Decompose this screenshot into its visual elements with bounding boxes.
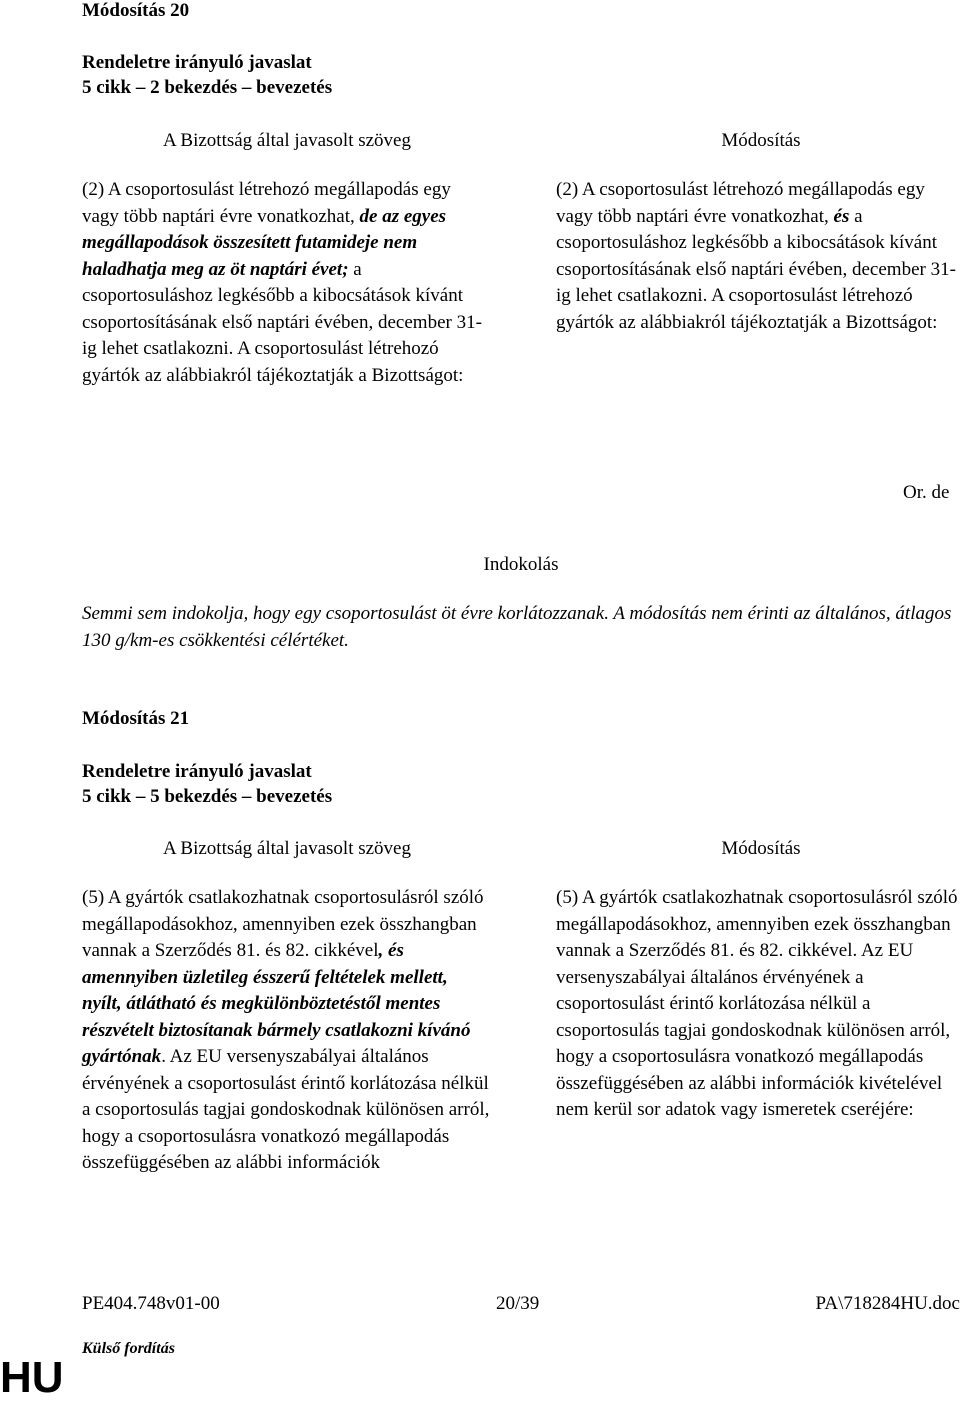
amendment-20-head-commission: A Bizottság által javasolt szöveg [162, 130, 411, 151]
footer-page-number: 20/39 [496, 1293, 540, 1314]
footer-file-name: PA\718284HU.doc [815, 1293, 960, 1314]
original-language: Or. de [903, 482, 950, 503]
text-run: (5) A gyártók csatlakozhatnak csoportosulásról szóló megállapodásokhoz, amennyiben ezek összhangban vannak a Szerződés 81. és 82. cikkével [82, 887, 484, 961]
text-run: a csoportosuláshoz legkésőbb a kibocsátások kívánt csoportosításának első naptári évében, december 31-ig lehet csatlakozni. A csoportosulást létrehozó gyártók az alábbiakról tájékoztatják a Bizottságot: [82, 258, 482, 386]
text-run: (5) A gyártók csatlakozhatnak csoportosulásról szóló megállapodásokhoz, amennyiben ezek összhangban vannak a Szerződés 81. és 82. cikkével. Az EU versenyszabályai általános érvényének a csoportosulást érintő korlátozása nélkül a csoportosulás tagjai gondoskodnak különösen arról, hogy a csoportosulásra vonatkozó megállapodás összefüggésében az alábbi információk kivételével nem kerül sor adatok vagy ismeretek cseréjére: [556, 887, 958, 1120]
amendment-20-head-amendment: Módosítás [721, 130, 801, 151]
text-run: . Az EU versenyszabályai általános érvényének a csoportosulást érintő korlátozása nélkül a csoportosulás tagjai gondoskodnak különösen arról, hogy a csoportosulásra vonatkozó megállapodás összefüggésében az alábbi információk [82, 1046, 490, 1173]
amendment-20-title: Módosítás 20 [82, 0, 190, 21]
amendment-21-commission-paragraph [82, 885, 492, 1177]
amendment-20-proposal: Rendeletre irányuló javaslat [82, 52, 312, 73]
text-run: a csoportosuláshoz legkésőbb a kibocsátások kívánt csoportosításának első naptári évében, december 31-ig lehet csatlakozni. A csoportosulást létrehozó gyártók az alábbiakról tájékoztatják a Bizottságot: [556, 205, 956, 333]
emphasized-text: és [833, 205, 850, 227]
amendment-21-head-amendment: Módosítás [721, 838, 801, 859]
external-translation-label: Külső fordítás [82, 1340, 175, 1357]
justification-text: Semmi sem indokolja, hogy egy csoportosulást öt évre korlátozzanak. A módosítás nem érinti az általános, átlagos 130 g/km-es csökkentési célértéket. [82, 603, 952, 651]
amendment-21-amended-text [556, 885, 960, 1124]
emphasized-text: de az egyes megállapodások összesített futamideje nem haladhatja meg az öt naptári évet; [82, 205, 447, 280]
amendment-21-amended-paragraph [556, 885, 960, 1124]
emphasized-text: , és amennyiben üzletileg ésszerű feltételek mellett, nyílt, átlátható és megkülönböztetéstől mentes részvételt biztosítanak bármely csatlakozni kívánó gyártónak [82, 940, 471, 1067]
amendment-20-amended-text [556, 177, 960, 336]
justification-heading: Indokolás [483, 554, 559, 575]
amendment-20-commission-paragraph [82, 177, 482, 389]
amendment-20-commission-text [82, 177, 482, 389]
amendment-21-head-commission: A Bizottság által javasolt szöveg [162, 838, 411, 859]
amendment-20-amended-paragraph [556, 177, 960, 336]
amendment-21-article: 5 cikk – 5 bekezdés – bevezetés [82, 786, 333, 807]
amendment-21-commission-text [82, 885, 492, 1177]
text-run: (2) A csoportosulást létrehozó megállapodás egy vagy több naptári évre vonatkozhat, [82, 179, 451, 227]
text-run: (2) A csoportosulást létrehozó megállapodás egy vagy több naptári évre vonatkozhat, [556, 179, 925, 227]
language-code: HU [0, 1353, 64, 1402]
amendment-20-article: 5 cikk – 2 bekezdés – bevezetés [82, 77, 333, 98]
amendment-21-proposal: Rendeletre irányuló javaslat [82, 761, 312, 782]
footer-doc-ref: PE404.748v01-00 [82, 1293, 220, 1314]
amendment-21-title: Módosítás 21 [82, 708, 190, 729]
